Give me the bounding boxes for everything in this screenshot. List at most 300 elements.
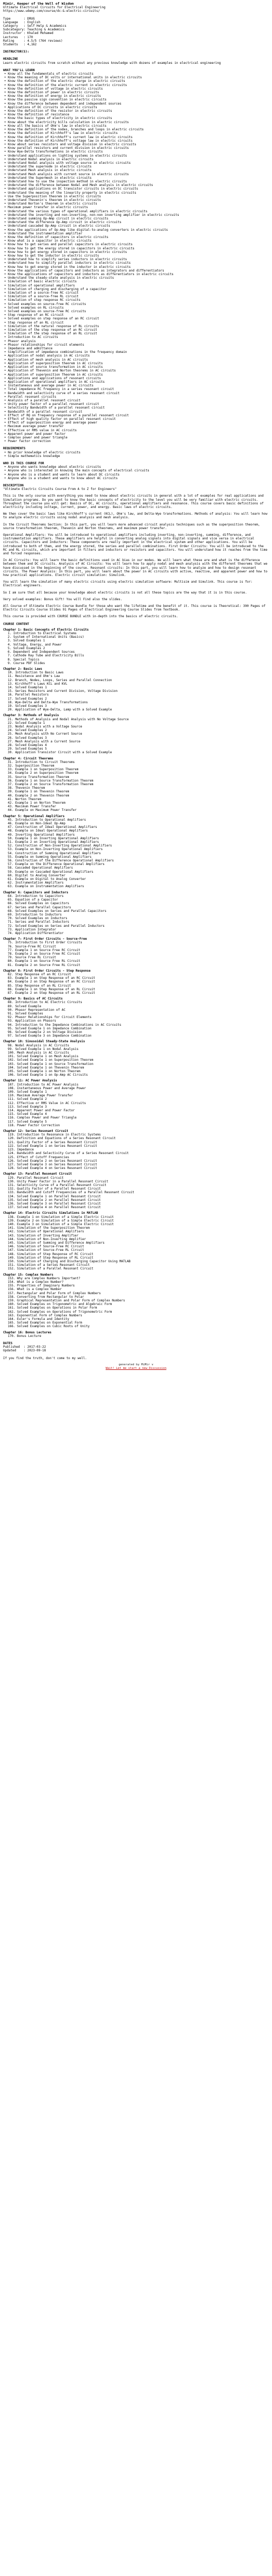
learn-item: • Know the definition of the resistor in electric circuits <box>4 109 112 113</box>
lecture-item: 16. Parallel Resistors <box>8 693 49 697</box>
lecture-item: 162. Solved Examples on Operations of Trigonometric Form <box>8 1310 112 1314</box>
lecture-item: 143. Simulation of Inverting Amplifier <box>8 1233 79 1238</box>
lecture-item: 117. Solved Example 5 <box>8 1120 47 1124</box>
lecture-item: 161. Solved Examples on Operations in Polar Form <box>8 1306 97 1310</box>
lecture-item: 71. Series and Parallel Inductors <box>8 920 70 924</box>
lecture-item: 113. Solved Example 3 <box>8 1105 47 1109</box>
learn-item: • Phasor analysis <box>4 339 36 343</box>
learn-item: • Simulation of charging and discharging of a capacitor <box>4 287 107 291</box>
learn-item: • Know Wye-Delta transformations in electric circuits <box>4 150 103 154</box>
lecture-item: 120. Definition and Equations of a Series Resonant Circuit <box>8 1137 116 1141</box>
lecture-item: 159. Graphical Representation and Polar Form of Complex Numbers <box>8 1299 125 1303</box>
content-intro: This course is provided with COURSE BUNDLE with in-depth into the basics of electric circuits. <box>3 615 178 619</box>
learn-item: • Simulation of the step response of an RC circuit <box>4 328 97 332</box>
chapter-title: Chapter 8: First Order Circuits - Step Response <box>3 969 91 973</box>
lecture-item: 66. Solved Examples on Capacitors <box>8 902 70 906</box>
lecture-item: 75. Introduction to First Order Circuits <box>8 941 82 945</box>
audience-list <box>3 465 269 480</box>
learn-item: • Effect of superposition energy and average power <box>4 421 97 425</box>
meta-separator: : <box>23 39 27 43</box>
lecture-item: 149. Simulation of Step Response of RL Circuit <box>8 1256 94 1260</box>
lecture-item: 111. Solved Example 2 <box>8 1097 47 1101</box>
lecture-item: 64. Introduction to Capacitors <box>8 894 64 898</box>
learn-item: • Understand how to simplify parallel inductors in electric circuits <box>4 261 131 265</box>
lecture-item: 102. Solved Example 1 on Superposition Theorem <box>8 1058 94 1062</box>
learn-item: • Know the definition of resistance <box>4 113 70 117</box>
lecture-item: 47. Construction of Ideal Operational Amplifiers <box>8 825 97 829</box>
learn-heading: WHAT YOU'LL LEARN <box>3 68 35 72</box>
lecture-item: 152. Simulation of a Parallel Resonant Circuit <box>8 1267 94 1271</box>
meta-separator: : <box>23 28 27 32</box>
lecture-item: 105. Solved Example 1 on Norton Theorem <box>8 1070 80 1074</box>
lecture-item: 13. Kirchhoff's Laws KCL and KVL <box>8 682 67 686</box>
lecture-item: 33. Example 1 on Superposition Theorem <box>8 768 79 772</box>
meta-label: Type <box>3 16 24 21</box>
lecture-item: 37. Example 2 on Source Transformation Theorem <box>8 783 94 786</box>
lecture-item: 19. Solved Examples 3 <box>8 704 47 708</box>
lecture-item: 170. Bonus Lecture <box>8 1334 42 1338</box>
lecture-item: 49. Inverting Operational Amplifiers <box>8 833 75 837</box>
lecture-item: 92. Phasor Relationships for Circuit Elements <box>8 1015 92 1020</box>
lecture-item: 27. Mesh Analysis with a Current Source <box>8 739 80 743</box>
learn-item: • Maximum power transfer in electric circuits <box>4 206 88 210</box>
chapter-title: Chapter 4: Circuit Theorems <box>3 756 54 760</box>
lecture-item: 127. Solved Example 3 on Series Resonant Circuit <box>8 1162 97 1166</box>
learn-item: • Know about the electricity bills calculation in electric circuits <box>4 120 129 124</box>
lecture-item: 99. Solved Example 1 on Nodal Analysis <box>8 1047 79 1051</box>
learn-item: • Total impedance RC frequency in a series resonant circuit <box>4 387 114 392</box>
lecture-item: 12. Branch, Nodes, Loops, Series and Parallel Connection <box>8 678 112 682</box>
lecture-item: 21. Methods of Analysis and Nodal Analysis with No Voltage Source <box>8 717 129 721</box>
description-paragraph: All Course of Ultimate Electric Course Bundle for those who want the lifetime and the benefit of it. This course is Theoretical: 390 Pages of Electric Circuits Course Slides 91 Pages of Electrical Engineering Course Slides from Textbook. <box>3 604 267 612</box>
meta-separator: : <box>23 24 27 28</box>
lecture-item: 114. Apparent Power and Power Factor <box>8 1109 75 1113</box>
lecture-item: 70. Solved Examples on Inductors <box>8 917 67 921</box>
learn-item: • Effect of high quality factor on parallel resonant circuit <box>4 417 116 421</box>
meta-row <box>3 28 269 31</box>
lecture-item: 10. Introduction to Basic Laws <box>8 671 64 675</box>
meta-label: Rating <box>3 39 24 43</box>
lecture-item: 148. Simulation of Step Response of RC Circuit <box>8 1252 94 1256</box>
lecture-item: 122. Solved Example 1 on Series Resonant Circuit <box>8 1144 97 1148</box>
meta-label: Instructor <box>3 31 24 36</box>
description-heading: DESCRIPTION <box>3 483 24 487</box>
chapter-title: Chapter 5: Operational Amplifiers <box>3 814 65 818</box>
learn-item: • Instantaneous and average power in AC circuits <box>4 384 94 388</box>
description-paragraph: This is the only course with everything you need to know about electric circuits in general with a lot of examples for real applications and Simulation programs. Do you want to know the basic concepts of electricity to the level you will be very familiar with electric circuits. Throughout the course you will get: Basics of DC, AC circuits, operational amplifiers and resonance. This course covers basic definitions of electricity including voltage, current, power, and energy. Basic laws of electric circuits. <box>3 494 266 509</box>
learn-item: • Use the Superposition theorem in electric circuits <box>4 194 101 198</box>
lecture-item: 164. Euler's Formula and Identity <box>8 1317 70 1321</box>
lecture-item: 14. Solved Examples 1 <box>8 685 47 689</box>
lecture-item: 69. Introduction to Inductors <box>8 912 62 917</box>
lecture-item: 136. Solved Example 3 on Parallel Resonant Circuit <box>8 1201 101 1206</box>
learn-item: • Know how to get energy stored in capacitors in electric circuits <box>4 250 127 254</box>
learn-item: • Know the applications of capacitors and inductors as differentiators in electric circuits <box>4 273 174 277</box>
lecture-item: 74. Application Differentiator <box>8 931 64 935</box>
closing-line: If you find the truth, don't come to my well. <box>3 1356 87 1360</box>
learn-item: • Understand applications on DC transistor circuits in electric circuits <box>4 187 139 191</box>
lecture-item: 17. Solved Examples 2 <box>8 697 47 701</box>
chapter-title: Chapter 12: Series Resonant Circuit <box>3 1129 69 1133</box>
learn-item: • Know the applications of capacitors and inductors as integrators and differentiators <box>4 268 164 273</box>
lecture-item: 44. Example on Maximum Power Transfer <box>8 808 77 812</box>
lecture-item: 31. Introduction to Circuit Theorems <box>8 760 75 764</box>
lecture-item: 1. Introduction to Electrical Systems <box>8 632 77 636</box>
learn-item: • Know about series resistors and voltage division in electric circuits <box>4 142 137 146</box>
lecture-item: 58. Cascaded Operational Amplifiers <box>8 866 73 870</box>
lecture-item: 81. Example 2 on Source Free RL Circuit <box>8 963 80 967</box>
lecture-item: 20. Application of Wye-Delta, Lamp with a Solved Example <box>8 708 112 712</box>
learn-item: • Know the applications of Op-Amp like digital-to-analog converters in electric circuits <box>4 228 168 232</box>
lecture-item: 90. Phasor Representation of AC <box>8 1008 65 1012</box>
lecture-item: 100. Mesh Analysis in AC Circuits <box>8 1051 70 1055</box>
description-paragraph: So I am sure that all because your knowledge about electric circuits is not all these topics are the way that it is in this course. <box>3 590 247 595</box>
lecture-item: 101. Solved Example 1 on Mesh Analysis <box>8 1055 79 1059</box>
learn-item: • Simulation of the natural response of RL circuits <box>4 324 99 328</box>
lecture-item: 3. Solved Examples 1 <box>8 639 45 643</box>
learn-item: • Understand Nodal analysis with voltage source in electric circuits <box>4 161 131 165</box>
lecture-item: 42. Example 1 on Norton Theorem <box>8 801 65 805</box>
lecture-item: 32. Superposition Theorem <box>8 764 55 768</box>
lecture-item: 28. Solved Examples 4 <box>8 743 47 747</box>
lecture-item: 7. Cathode Ray Tube and Electricity Bills <box>8 654 84 658</box>
lecture-item: 9. Course PDF Slides <box>8 661 45 665</box>
meta-label: Students <box>3 43 24 47</box>
requirements-heading: REQUIREMENTS <box>3 447 26 451</box>
learn-item: • Simulation of operational amplifiers <box>4 283 75 287</box>
learn-item: • Understand the inverting and non-inverting, non-non inverting amplifier in electric circuits <box>4 213 179 217</box>
learn-item: • Know the definition of power in electric circuits <box>4 91 99 95</box>
lecture-item: 50. Example 1 on Inverting Operational Amplifiers <box>8 836 99 840</box>
meta-row <box>3 24 269 28</box>
audience-item: • Anyone who is a student and wants to know about AC circuits <box>4 476 118 480</box>
learn-item: • Know all the basics of Ohm's law in electric circuits <box>4 124 107 128</box>
learn-item: • Understand the steady-state analysis in electric circuits <box>4 276 114 280</box>
lecture-item: 15. Series Resistors and Current Division, Voltage Division <box>8 689 118 693</box>
learn-item: • Complex power and power triangle <box>4 435 67 439</box>
lecture-item: 38. Thevenin Theorem <box>8 786 45 790</box>
learn-item: • Know the definition of Kirchhoff's voltage law in electric circuits <box>4 139 133 143</box>
meta-separator: : <box>23 35 27 39</box>
learn-item: • Know the definition of the electric charge in electric circuits <box>4 79 125 83</box>
learn-item: • Know the definition of energy in electric circuits <box>4 94 101 98</box>
lecture-item: 35. Source Transformation Theorem <box>8 775 70 779</box>
lecture-item: 61. Example on Digital to Analog Converter <box>8 877 86 882</box>
description-paragraph: We then cover the basic laws like Kirchhoff's current (KCL), Ohm's law, and Delta-Wye transformations. Methods of analysis: You will learn how to analyze electric circuits using nodal analysis and mesh analysis. <box>3 512 269 520</box>
lecture-item: 97. Solved Example 3 on Impedance Combination <box>8 1034 92 1038</box>
lecture-item: 29. Solved Examples 5 <box>8 747 47 751</box>
learn-item: • Apparent power and power factor <box>4 432 66 436</box>
lecture-item: 132. Quality Factor of a Parallel Resonant Circuit <box>8 1187 101 1191</box>
meta-separator: : <box>23 31 27 36</box>
lecture-item: 115. Solved Example 4 <box>8 1112 47 1116</box>
learn-item: • Application of nodal analysis in AC circuits <box>4 354 90 358</box>
lecture-item: 11. Resistance and Ohm's Law <box>8 674 60 679</box>
chapter-title: Chapter 16: Bonus Lectures <box>3 1330 52 1334</box>
lecture-item: 155. Properties of Imaginary Numbers <box>8 1284 75 1288</box>
lecture-item: 146. Simulation of Source-Free RC Circuit <box>8 1245 84 1249</box>
learn-item: • Understand Norton's theorem in electric circuits <box>4 202 97 206</box>
lecture-item: 72. Solved Examples on Series and Parallel Inductors <box>8 924 105 928</box>
meta-value: 4.5/5 (764 reviews) <box>27 39 63 43</box>
learn-item: • Power factor correction <box>4 439 51 444</box>
lecture-item: 40. Example 2 on Thevenin Theorem <box>8 793 70 798</box>
lecture-item: 166. Solved Examples on Cubic Roots of Unity <box>8 1325 90 1329</box>
chapter-list <box>3 628 269 1338</box>
chapter-title: Chapter 14: Electric Circuits Simulations in MATLAB <box>3 1211 98 1215</box>
lecture-item: 157. Rectangular and Polar Form of Complex Numbers <box>8 1291 101 1295</box>
lecture-item: 84. Example 2 on Step Response of an RC Circuit <box>8 980 95 984</box>
audience-item: • Anyone who is interested in knowing the main concepts of electrical circuits <box>4 469 149 473</box>
lecture-item: 93. Application on Phasors <box>8 1019 56 1023</box>
lecture-item: 163. Exponential Form of Complex Numbers <box>8 1313 82 1317</box>
lecture-item: 108. Instantaneous Power and Average Power <box>8 1086 86 1090</box>
learn-item: • Know the definition of voltage in electric circuits <box>4 87 103 91</box>
learn-item: • Understand Nodal analysis in electric circuits <box>4 157 94 161</box>
lecture-item: 41. Norton Theorem <box>8 797 42 801</box>
lecture-item: 25. Mesh Analysis with No Current Source <box>8 732 82 736</box>
learn-item: • Applications and applications of resonant circuits <box>4 376 101 380</box>
date-separator: : <box>23 1349 27 1353</box>
learn-item: • Solved examples on source-free RC circuits <box>4 310 86 314</box>
lecture-item: 5. Solved Examples 2 <box>8 646 45 650</box>
lecture-item: 145. Simulation of Summing and Difference Amplifiers <box>8 1241 105 1245</box>
lecture-item: 73. Application Integrator <box>8 927 56 931</box>
learn-item: • Application of superposition Theorem in AC circuits <box>4 372 103 377</box>
meta-value: Teaching & Academics <box>27 28 65 32</box>
lecture-item: 80. Example 1 on Source Free RL Circuit <box>8 959 80 963</box>
lecture-item: 112. Effective or RMS Value in AC Circuits <box>8 1101 86 1105</box>
learn-item: • Know what is a capacitor in electric circuits <box>4 239 92 243</box>
chapter-title: Chapter 6: Capacitors and Inductors <box>3 890 69 894</box>
lecture-item: 82. Step Response of an RC Circuit <box>8 972 71 976</box>
learn-item: • Application of operational amplifiers in AC circuits <box>4 380 105 384</box>
lecture-item: 52. Construction of Non-Inverting Operational Amplifiers <box>8 844 112 848</box>
lecture-item: 109. Solved Example 1 <box>8 1090 47 1094</box>
lecture-item: 130. Unity Power Factor in a Parallel Resonant Circuit <box>8 1179 109 1183</box>
lecture-item: 89. Solved Example <box>8 1004 42 1008</box>
learn-item: • Selectivity Bandwidth of a parallel resonant circuit <box>4 406 105 410</box>
audience-item: • Anyone who wants knowledge about electric circuits <box>4 465 101 469</box>
learn-item: • Application of Thevenin and Norton theorems in AC circuits <box>4 369 116 373</box>
learn-item: • Applications of DC circuits in electric circuits <box>4 105 97 109</box>
lecture-item: 76. Source-Free RC Circuit <box>8 944 56 948</box>
lecture-item: 129. Parallel Resonant Circuit <box>8 1176 64 1180</box>
learn-item: • Know parallel resistors and current division in electric circuits <box>4 146 129 150</box>
lecture-item: 8. Special Topics <box>8 657 40 662</box>
learn-item: • Understand summing Op-Amp circuit in electric circuits <box>4 216 109 221</box>
learn-item: • Know all the fundamentals of electric circuits <box>4 72 94 76</box>
lecture-item: 67. Series and Parallel Capacitors <box>8 905 71 909</box>
lecture-item: 142. Simulation of Operational Amplifiers <box>8 1230 84 1234</box>
learn-item: • Understand cascaded Op-Amp circuit in electric circuits <box>4 224 110 228</box>
learn-item: • Introduction to AC circuits <box>4 335 58 340</box>
footer <box>3 1363 269 1370</box>
chapter-title: Chapter 2: Basic Laws <box>3 667 42 671</box>
learn-item: • Analysis of a parallel resonant circuit <box>4 398 81 402</box>
lecture-item: 23. Nodal Analysis with a Voltage Source <box>8 724 82 728</box>
lecture-item: 86. Example 1 on Step Response of an RL Circuit <box>8 987 95 991</box>
learn-item: • Impedance and admittance <box>4 347 53 351</box>
learn-item: • Simulation of a source-free RC circuit <box>4 291 79 295</box>
lecture-item: 36. Example 1 on Source Transformation Theorem <box>8 778 94 783</box>
description-paragraph: In the Circuit Theorems Section: In this part, you will learn more advanced circuit analysis techniques such as the superposition theorem, source transformation theorem, Thevenin and Norton theorems, and maximum power transfer. <box>3 522 262 530</box>
learn-item: • Solved examples on RL circuits <box>4 306 64 310</box>
learn-item: • Know the basic types of electricity in electric circuits <box>4 116 112 121</box>
lecture-item: 153. Why are Complex Numbers Important? <box>8 1276 80 1280</box>
meta-value: 4,162 <box>27 43 37 47</box>
meta-label: Subcategory <box>3 28 24 32</box>
learn-item: • Know the definition of Kirchhoff's current law in electric circuits <box>4 135 133 139</box>
lecture-item: 126. Solved Example 2 on Series Resonant Circuit <box>8 1159 97 1163</box>
chapter-title: Chapter 9: Basics of AC Circuits <box>3 997 63 1001</box>
learn-item: • Understand the Supermesh in electric circuits <box>4 176 92 180</box>
lecture-item: 57. Example on the Difference Operational Amplifiers <box>8 862 105 867</box>
meta-value: DRUG <box>27 16 35 21</box>
learn-item: • Bandwidth of a parallel resonant circuit <box>4 410 82 414</box>
date-row <box>3 1349 269 1352</box>
lecture-item: 107. Introduction to AC Power Analysis <box>8 1082 79 1087</box>
description-paragraph: In AC Circuits: You will learn the basic definitions used in AC bias in our modes. We will learn what these are and what is the difference between them and DC circuits. Analysis of AC Circuits: You will learn how to apply nodal and mesh analysis with the different theorems that we have discussed in the beginning of the course. Resonant circuits: In this part, you will learn how to analyze and how to design resonant circuits. The Power Analysis: In this part, you will learn about the power in AC circuits with active, reactive, and apparent power and how to how practical applications. Electric circuit simulation: Simulink. <box>3 558 269 578</box>
lecture-item: 119. Introduction to Resonance in Electric Systems <box>8 1133 101 1137</box>
requirement-item: • Simple mathematics knowledge <box>4 454 60 458</box>
lecture-item: 106. Solved Example 1 on Op-Amp AC Circuits <box>8 1073 88 1077</box>
learn-item: • Understand how to use the inspection method in electric circuits <box>4 179 127 183</box>
learn-item: • Know the meaning of DC volts or international units in electric circuits <box>4 76 142 80</box>
meta-row <box>3 21 269 24</box>
learn-item: • Understand the various types of operational amplifiers in electric circuits <box>4 209 148 213</box>
lecture-item: 6. Dependent and Independent Sources <box>8 650 75 654</box>
lecture-item: 65. Equation of a Capacitor <box>8 898 58 902</box>
lecture-item: 56. Construction of the Difference Operational Amplifiers <box>8 859 114 863</box>
course-url-link[interactable]: https://www.udemy.com/course/dc-&-electric-circuits/ <box>3 9 100 13</box>
lecture-item: 48. Example on Ideal Operational Amplifiers <box>8 829 88 833</box>
lecture-item: 144. Simulation of Non-Inverting Amplifier <box>8 1237 86 1241</box>
instructor-heading: INSTRUCTOR(S): <box>3 50 29 54</box>
lecture-item: 24. Solved Examples 2 <box>8 728 47 733</box>
learn-item: • Understand Mesh analysis in electric circuits <box>4 168 92 173</box>
learn-item: • Simulation of step response RC circuits <box>4 298 81 302</box>
lecture-item: 137. Solved Example 4 on Parallel Resonant Circuit <box>8 1206 101 1210</box>
learn-list <box>3 72 269 443</box>
chapter-title: Chapter 10: Sinusoidal Steady-State Analysis <box>3 1040 85 1044</box>
lecture-item: 98. Nodal Analysis in AC Circuits <box>8 1043 70 1047</box>
lecture-item: 18. Wye-Delta and Delta-Wye Transformations <box>8 700 88 704</box>
learn-item: • Step response of an RC circuit <box>4 313 64 317</box>
learn-item: • Understand applications on lighting systems in electric circuits <box>4 154 127 158</box>
learn-item: • Know how to get series and parallel capacitors in electric circuits <box>4 243 133 247</box>
date-separator: : <box>23 1345 27 1349</box>
chapter-title: Chapter 11: AC Power Analysis <box>3 1079 57 1083</box>
lecture-item: 91. Solved Examples <box>8 1011 43 1015</box>
learn-item: • Effective or RMS value in AC circuits <box>4 428 77 432</box>
course-meta <box>3 17 269 47</box>
lecture-item: 160. Solved Examples on Trigonometric and Algebraic Form <box>8 1302 112 1307</box>
learn-item: • Know the definition of capacitors in electric circuits <box>4 235 109 239</box>
lecture-item: 83. Example 1 on Step Response of an RC Circuit <box>8 976 95 980</box>
date-row <box>3 1345 269 1349</box>
learn-item: • Solved examples on step response of an RC circuit <box>4 317 99 321</box>
requirement-item: • No prior knowledge of electric circuits <box>4 450 81 454</box>
lecture-item: 151. Simulation of a Series Resonant Circuit <box>8 1263 90 1267</box>
lecture-item: 150. Simulation of Charging and Discharging Capacitor Using MATLAB <box>8 1259 131 1263</box>
lecture-item: 87. Example 2 on Step Response of an RL Circuit <box>8 991 95 995</box>
date-value: 2017-03-22 <box>27 1345 46 1349</box>
lecture-item: 54. Construction of Summing Operational Amplifiers <box>8 851 101 855</box>
lecture-item: 104. Solved Example 1 on Thevenin Theorem <box>8 1065 84 1070</box>
description-paragraph: "Ultimate Electric Circuits Course From A to Z for Engineers" <box>3 487 117 492</box>
lecture-item: 140. Example 3 on Simulation of a Simple Electric Circuit <box>8 1222 114 1226</box>
lecture-item: 62. Instrumentation Amplifiers <box>8 881 64 885</box>
learn-item: • Phasor relationships for circuit elements <box>4 343 84 347</box>
learn-item: • Simplification of impedance combinations in the frequency domain <box>4 350 127 354</box>
learn-item: • Know how to get the inductor in electric circuits <box>4 254 99 258</box>
learn-item: • Effect of RQ on frequency response of a parallel resonant circuit <box>4 413 129 417</box>
audience-heading: WHO IS THIS COURSE FOR <box>3 461 44 465</box>
learn-item: • Understand the supernode in electric circuits <box>4 165 92 169</box>
footer-discussion-link[interactable]: Wait! Let me start a new Discussion <box>106 1367 166 1370</box>
requirements-list <box>3 451 269 458</box>
chapter-title: Chapter 15: Complex Numbers <box>3 1273 54 1277</box>
lecture-item: 77. Example 1 on Source Free RC Circuit <box>8 948 80 952</box>
meta-value: 170 <box>27 35 33 39</box>
meta-value: Khaled Mohamed <box>27 31 54 36</box>
learn-item: • Understand the difference Op-Amp circuit in electric circuits <box>4 221 122 225</box>
learn-item: • Application of superposition theorem in AC circuits <box>4 361 103 365</box>
lecture-item: 165. Solved Examples on Exponential Form <box>8 1321 82 1325</box>
lecture-item: 118. Power Factor Correction <box>8 1123 60 1127</box>
learn-item: • Understand the instrumentation amplifier <box>4 231 82 235</box>
lecture-item: 110. Maximum Average Power Transfer <box>8 1094 73 1098</box>
lecture-item: 43. Maximum Power Transfer <box>8 805 56 809</box>
meta-value: English <box>27 20 41 24</box>
learn-item: • Simulation of basic electric circuits <box>4 280 77 284</box>
meta-label: Lectures <box>3 35 24 39</box>
lecture-item: 95. Solved Example 1 on Impedance Combination <box>8 1026 92 1030</box>
lecture-item: 79. Source Free RL Circuit <box>8 956 56 960</box>
learn-item: • Simulation of the step response of an RL circuit <box>4 332 97 336</box>
course-content-heading: COURSE CONTENT <box>3 622 29 626</box>
lecture-item: 103. Solved Example 1 on Source Transformation <box>8 1062 94 1066</box>
audience-item: • Anyone who is a student and wants to learn about DC circuits <box>4 472 120 477</box>
lecture-item: 123. Impedance <box>8 1148 34 1152</box>
meta-separator: : <box>23 16 27 21</box>
lecture-item: 94. Introduction to the Impedance Combinations in AC Circuits <box>8 1023 122 1027</box>
lecture-item: 147. Simulation of Source-Free RL Circuit <box>8 1248 84 1252</box>
lecture-item: 125. Effect of Cutoff Frequencies <box>8 1155 70 1159</box>
lecture-item: 139. Example 2 on Simulation of a Simple Electric Circuit <box>8 1218 114 1223</box>
meta-row <box>3 17 269 21</box>
lecture-item: 45. Introduction to Operational Amplifiers <box>8 818 86 822</box>
lecture-item: 53. Example on Non-Inverting Operational Amplifiers <box>8 848 103 852</box>
learn-item: • Know the definition of the electric current in electric circuits <box>4 83 127 87</box>
learn-item: • Understand the difference between Nodal and Mesh analysis in electric circuits <box>4 183 153 188</box>
lecture-item: 63. Example on Instrumentation Amplifiers <box>8 885 84 889</box>
learn-item: • Understand the meaning of the linearity property in electric circuits <box>4 191 137 195</box>
lecture-item: 135. Solved Example 2 on Parallel Resonant Circuit <box>8 1198 101 1202</box>
meta-label: Language <box>3 20 24 24</box>
learn-item: • Maximum average power transfer <box>4 425 64 429</box>
chapter-title: Chapter 3: Methods of Analysis <box>3 714 59 718</box>
lecture-item: 128. Solved Example 4 on Series Resonant Circuit <box>8 1166 97 1171</box>
lecture-item: 22. Solved Example 1 <box>8 721 45 725</box>
date-label: Published <box>3 1345 24 1349</box>
description-paragraph: Very solved examples: Bonus Gift! You will Find also the slides. <box>3 597 123 601</box>
lecture-item: 60. Digital to Analog Converter <box>8 873 65 877</box>
learn-item: • Unity power factor of a parallel resonant circuit <box>4 402 99 406</box>
lecture-item: 30. Application Transistor Circuit with a Solved Example <box>8 751 112 755</box>
learn-item: • Know the difference between dependent and independent sources <box>4 101 122 106</box>
